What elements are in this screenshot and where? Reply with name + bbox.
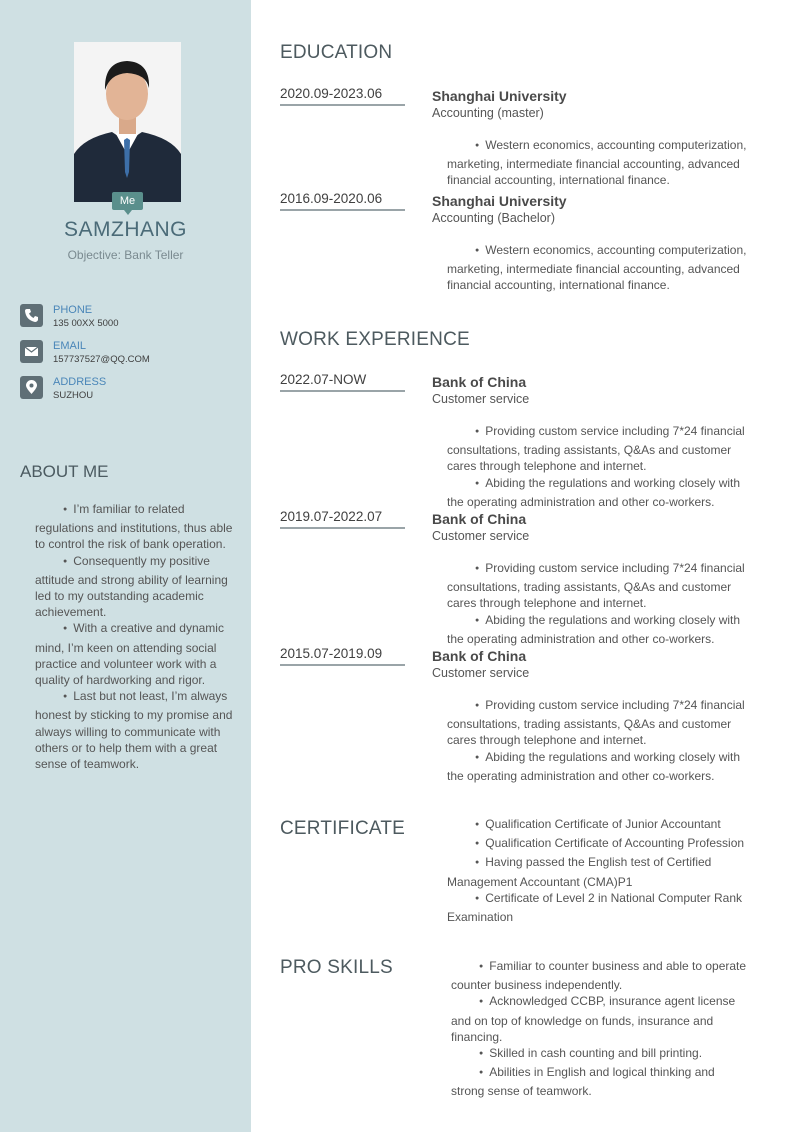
work-company: Bank of China [432, 648, 527, 664]
address-value: SUZHOU [53, 390, 94, 401]
address-label: ADDRESS [53, 376, 107, 388]
skill-item: ● Familiar to counter business and able to operate counter business independently. [451, 958, 751, 993]
education-detail: ● Western economics, accounting computerization, marketing, intermediate financial accounting, advanced financial accounting, international finance. [447, 242, 757, 294]
email-value: 157737527@QQ.COM [53, 354, 150, 365]
about-me-list [35, 501, 235, 772]
skills-list [451, 958, 751, 1100]
date-underline [280, 664, 405, 666]
photo-tag: Me [112, 192, 143, 210]
certificate-list [447, 816, 757, 925]
contact-email [20, 340, 240, 366]
email-icon [20, 340, 43, 363]
contact-address [20, 376, 240, 402]
work-date: 2015.07-2019.09 [280, 646, 383, 661]
candidate-name: SAMZHANG [63, 218, 187, 241]
about-item: ● I’m familiar to related regulations and institutions, thus able to control the risk of bank operation. [35, 501, 235, 553]
certificate-item: ● Having passed the English test of Certified Management Accountant (CMA)P1 [447, 854, 757, 889]
work-date: 2022.07-NOW [280, 372, 367, 387]
objective: Objective: Bank Teller [67, 248, 184, 262]
phone-icon [20, 304, 43, 327]
work-role: Customer service [432, 529, 530, 543]
certificate-heading: CERTIFICATE [280, 818, 406, 839]
phone-label: PHONE [53, 304, 93, 316]
sidebar [0, 0, 251, 1132]
date-underline [280, 527, 405, 529]
work-duties: ● Providing custom service including 7*24 financial consultations, trading assistants, Q&As and customer cares through telephone and internet. ● Abiding the regulations and working closely with the operating administration and other co-workers. [447, 560, 757, 647]
phone-value: 135 00XX 5000 [53, 318, 119, 329]
education-heading: EDUCATION [280, 42, 393, 63]
location-pin-icon [20, 376, 43, 399]
certificate-item: ● Qualification Certificate of Junior Accountant [447, 816, 757, 835]
work-duties: ● Providing custom service including 7*24 financial consultations, trading assistants, Q&As and customer cares through telephone and internet. ● Abiding the regulations and working closely with the operating administration and other co-workers. [447, 697, 757, 784]
contact-phone [20, 304, 240, 330]
skill-item: ● Acknowledged CCBP, insurance agent license and on top of knowledge on funds, insurance and financing. [451, 993, 751, 1045]
skill-item: ● Skilled in cash counting and bill printing. [451, 1045, 751, 1064]
education-degree: Accounting (Bachelor) [432, 211, 555, 225]
work-date: 2019.07-2022.07 [280, 509, 383, 524]
work-company: Bank of China [432, 511, 527, 527]
about-item: ● Consequently my positive attitude and strong ability of learning led to my outstanding academic achievement. [35, 553, 235, 621]
about-item: ● With a creative and dynamic mind, I’m keen on attending social practice and volunteer work with a quality of hardworking and rigor. [35, 620, 235, 688]
education-date: 2020.09-2023.06 [280, 86, 383, 101]
profile-photo [74, 42, 181, 202]
education-school: Shanghai University [432, 193, 567, 209]
about-item: ● Last but not least, I’m always honest by sticking to my promise and always willing to communicate with others or to help them with a great sense of teamwork. [35, 688, 235, 772]
pro-skills-heading: PRO SKILLS [280, 957, 393, 978]
about-me-heading: ABOUT ME [20, 462, 109, 481]
education-detail: ● Western economics, accounting computerization, marketing, intermediate financial accounting, advanced financial accounting, international finance. [447, 137, 757, 189]
date-underline [280, 104, 405, 106]
email-label: EMAIL [53, 340, 87, 352]
date-underline [280, 209, 405, 211]
work-experience-heading: WORK EXPERIENCE [280, 329, 470, 350]
work-duties: ● Providing custom service including 7*24 financial consultations, trading assistants, Q&As and customer cares through telephone and internet. ● Abiding the regulations and working closely with the operating administration and other co-workers. [447, 423, 757, 510]
education-school: Shanghai University [432, 88, 567, 104]
work-role: Customer service [432, 392, 530, 406]
certificate-item: ● Qualification Certificate of Accounting Profession [447, 835, 757, 854]
work-role: Customer service [432, 666, 530, 680]
date-underline [280, 390, 405, 392]
education-degree: Accounting (master) [432, 106, 544, 120]
skill-item: ● Abilities in English and logical thinking and strong sense of teamwork. [451, 1064, 751, 1099]
work-company: Bank of China [432, 374, 527, 390]
certificate-item: ● Certificate of Level 2 in National Computer Rank Examination [447, 890, 757, 925]
education-date: 2016.09-2020.06 [280, 191, 383, 206]
